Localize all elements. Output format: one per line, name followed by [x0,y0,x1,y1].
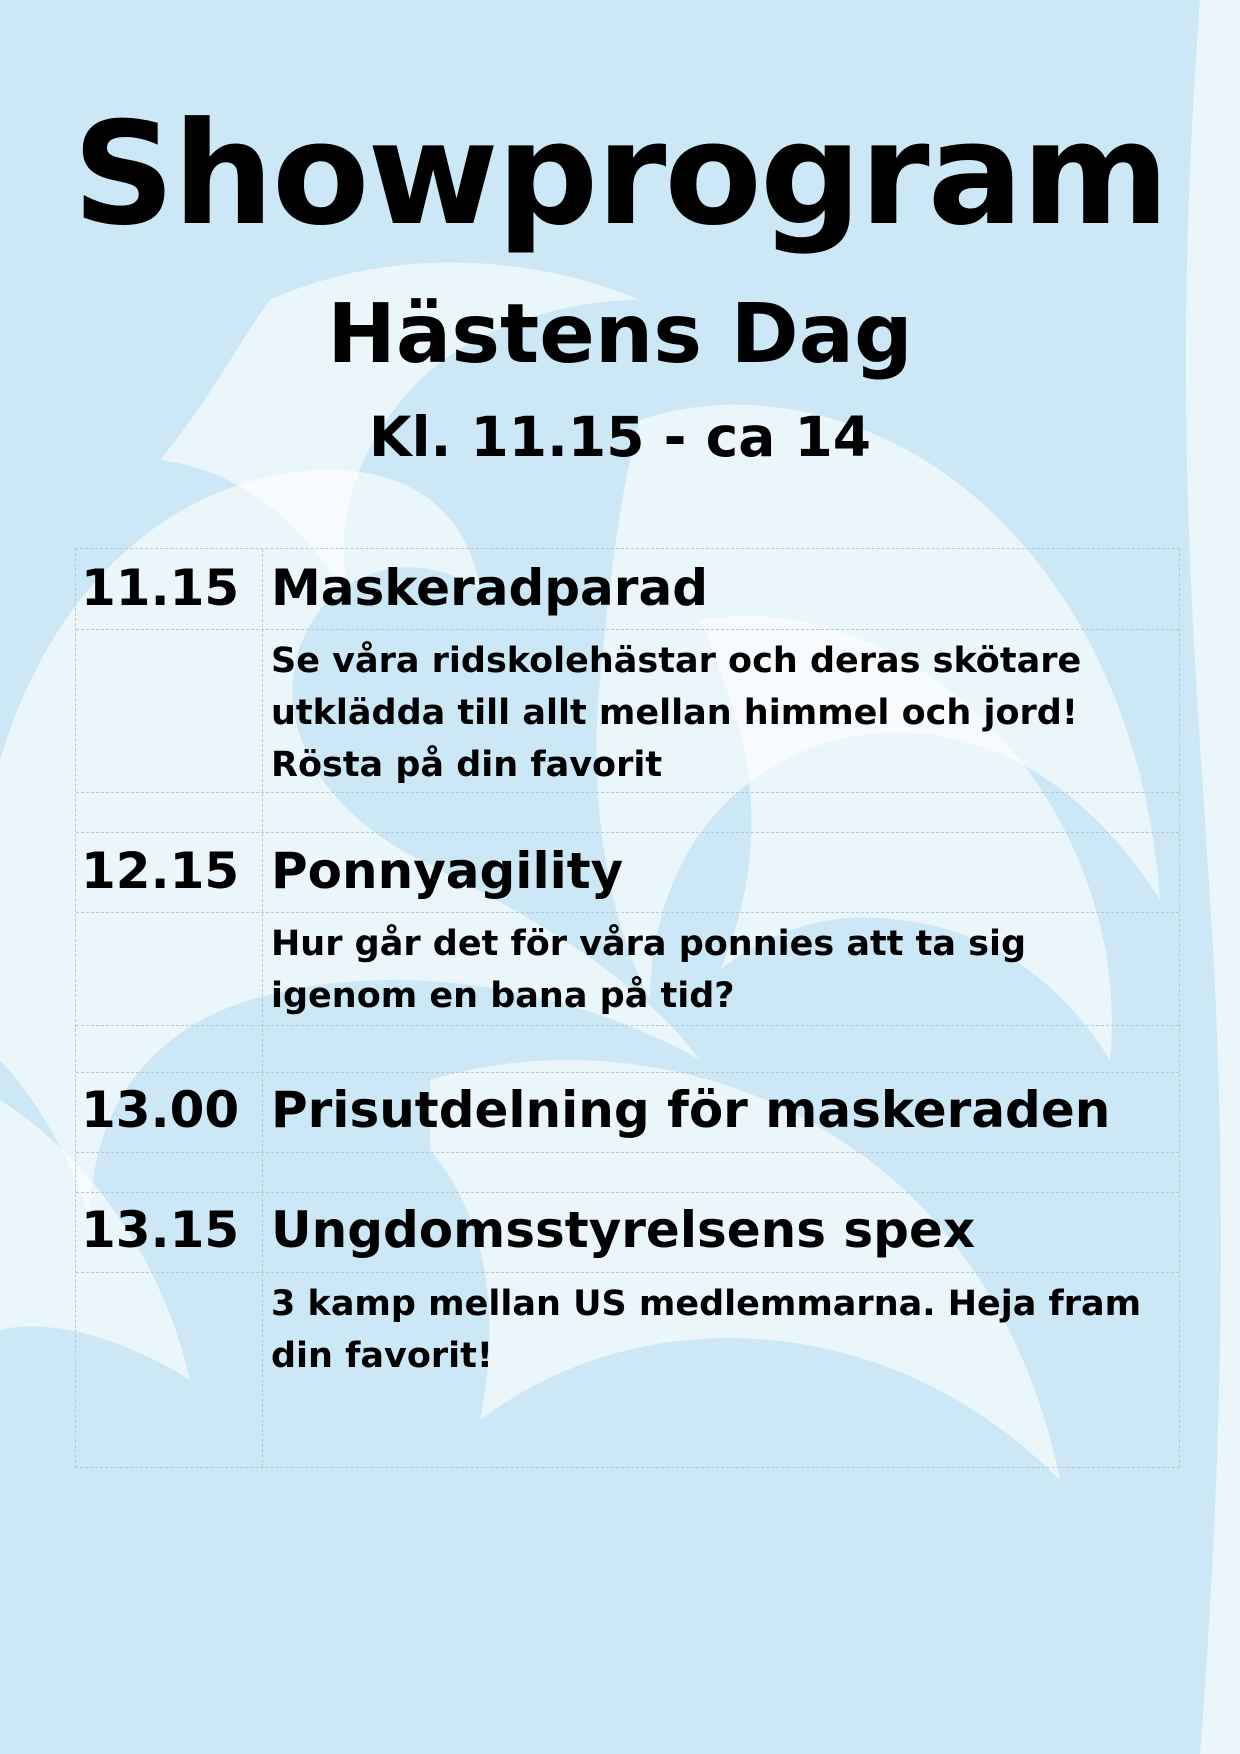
row-divider [76,1272,1179,1273]
row-divider [76,1192,1179,1193]
schedule-table [75,548,1180,1468]
schedule-event-title: Maskeradparad [271,559,708,617]
row-divider [76,1152,1179,1153]
schedule-time: 13.15 [81,1201,240,1259]
page-title: Showprogram [72,92,1168,257]
schedule-time: 13.00 [81,1081,240,1139]
schedule-event-description: Hur går det för våra ponnies att ta sig igenom en bana på tid? [271,924,1027,1016]
event-subtitle: Hästens Dag [327,287,913,382]
schedule-event-title: Prisutdelning för maskeraden [271,1081,1111,1139]
column-divider [262,549,263,1467]
schedule-time: 11.15 [81,559,240,617]
row-divider [76,912,1179,913]
row-divider [76,832,1179,833]
row-divider [76,792,1179,793]
row-divider [76,1072,1179,1073]
schedule-event-description: 3 kamp mellan US medlemmarna. Heja fram din favorit! [271,1284,1142,1376]
row-divider [76,1025,1179,1026]
schedule-event-title: Ungdomsstyrelsens spex [271,1201,976,1259]
schedule-event-title: Ponnyagility [271,842,624,900]
schedule-event-description: Se våra ridskolehästar och deras skötare utklädda till allt mellan himmel och jord! Rösta på din favorit [271,641,1082,785]
event-time-range: Kl. 11.15 - ca 14 [368,405,871,469]
row-divider [76,629,1179,630]
schedule-time: 12.15 [81,842,240,900]
